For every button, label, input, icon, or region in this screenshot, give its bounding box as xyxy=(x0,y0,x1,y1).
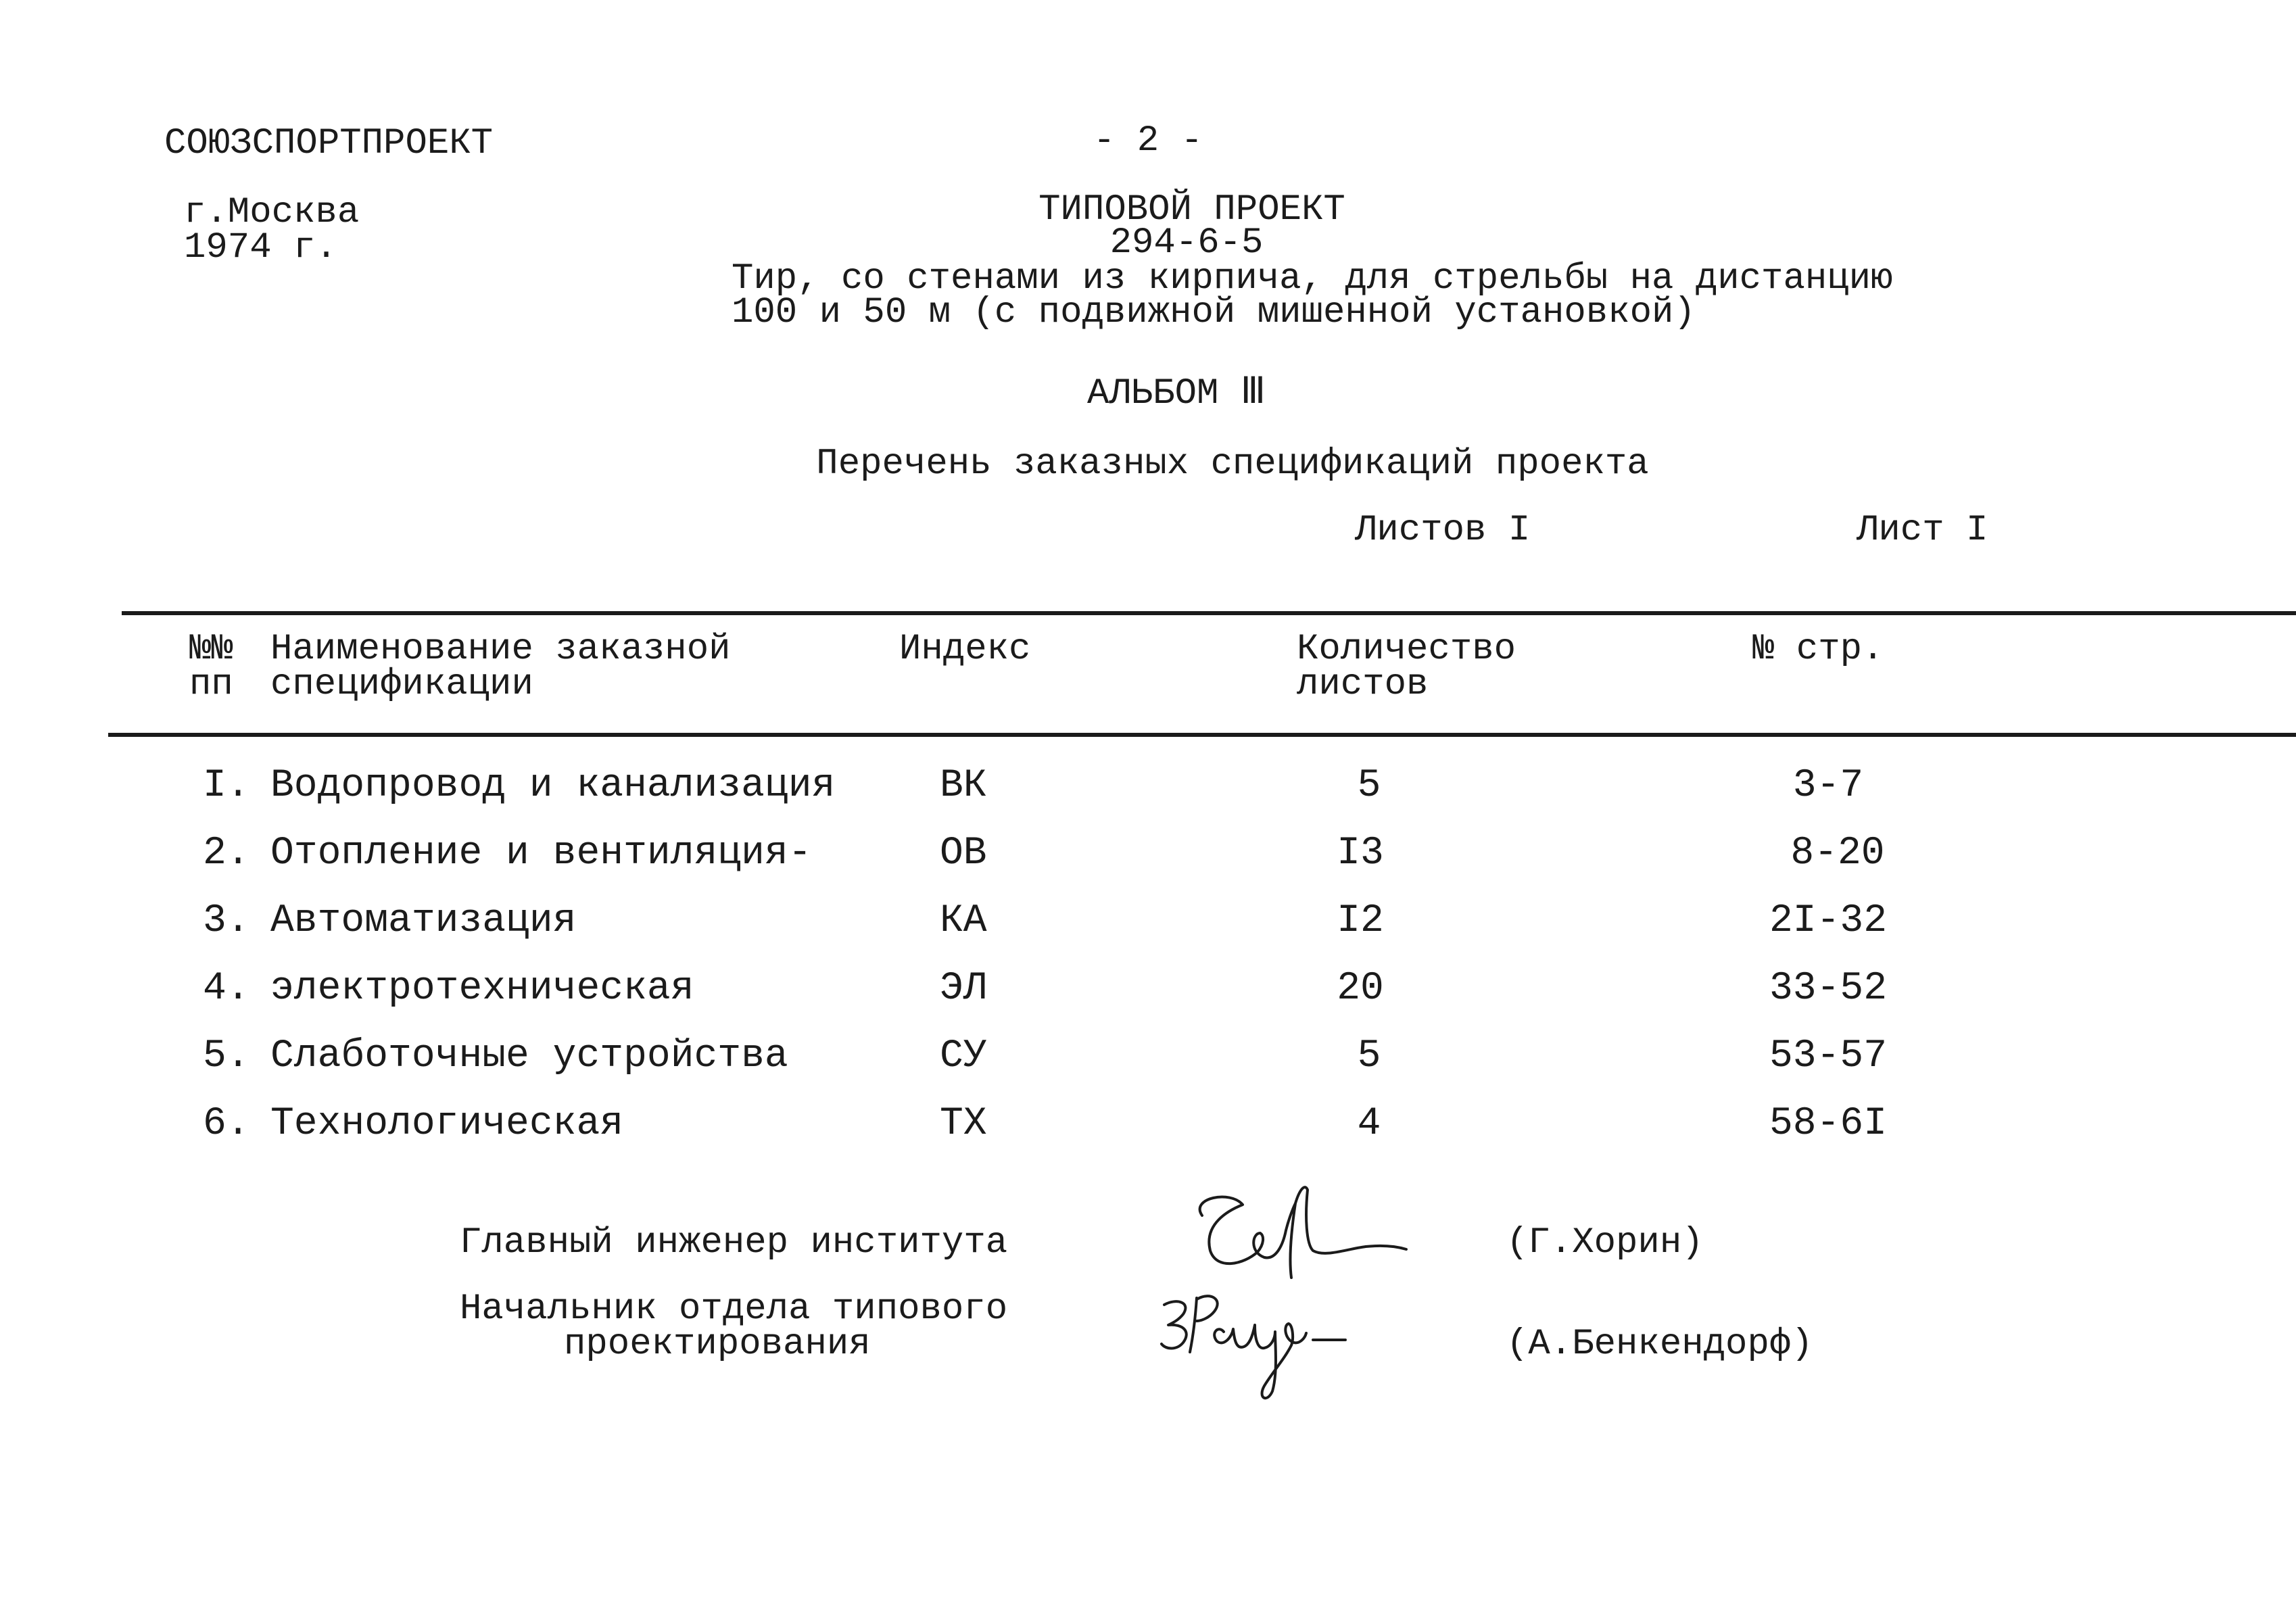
project-description-line2: 100 и 50 м (с подвижной мишенной установкой) xyxy=(732,292,1696,333)
project-number: 294-6-5 xyxy=(1109,222,1264,264)
project-type: ТИПОВОЙ ПРОЕКТ xyxy=(1038,189,1345,231)
row-num: 3. xyxy=(203,899,250,943)
header-num-line1: №№ xyxy=(189,629,233,670)
row-count: 5 xyxy=(1357,1034,1381,1078)
row-pages: 33-52 xyxy=(1769,967,1888,1011)
row-pages: 8-20 xyxy=(1790,832,1885,875)
department-head-name: (А.Бенкендорф) xyxy=(1506,1324,1813,1365)
header-num-line2: пп xyxy=(189,664,233,705)
row-index: КА xyxy=(940,899,987,943)
row-index: ВК xyxy=(940,764,987,808)
city: г.Москва xyxy=(184,192,360,233)
list-title: Перечень заказных спецификаций проекта xyxy=(816,443,1649,485)
header-page: № стр. xyxy=(1752,629,1884,670)
department-head-title-line2: проектирования xyxy=(564,1324,871,1365)
row-index: ТХ xyxy=(940,1102,987,1146)
project-description-line1: Тир, со стенами из кирпича, для стрельбы на дистанцию xyxy=(732,258,1893,299)
header-name-line1: Наименование заказной xyxy=(270,629,731,670)
row-index: ОВ xyxy=(940,832,987,875)
header-name-line2: спецификации xyxy=(270,664,533,705)
row-count: 20 xyxy=(1337,967,1384,1011)
table-header-rule xyxy=(108,733,2296,737)
row-pages: 2I-32 xyxy=(1769,899,1888,943)
chief-engineer-signature xyxy=(1163,1163,1420,1298)
row-index: ЭЛ xyxy=(940,967,987,1011)
row-name: Автоматизация xyxy=(270,899,577,943)
row-count: 4 xyxy=(1357,1102,1381,1146)
table-top-rule xyxy=(122,611,2296,615)
row-name: Водопровод и канализация xyxy=(270,764,836,808)
row-name: Слаботочные устройства xyxy=(270,1034,788,1078)
row-pages: 3-7 xyxy=(1792,764,1864,808)
row-count: I3 xyxy=(1337,832,1384,875)
page-number: - 2 - xyxy=(1093,120,1203,162)
row-pages: 53-57 xyxy=(1769,1034,1888,1078)
row-num: 2. xyxy=(203,832,250,875)
row-num: 5. xyxy=(203,1034,250,1078)
year: 1974 г. xyxy=(184,227,337,268)
sheets-total: Листов I xyxy=(1355,510,1531,551)
row-num: I. xyxy=(203,764,250,808)
row-name: электротехническая xyxy=(270,967,694,1011)
department-head-signature xyxy=(1156,1284,1372,1406)
header-count-line2: листов xyxy=(1297,664,1429,705)
row-count: I2 xyxy=(1337,899,1384,943)
row-pages: 58-6I xyxy=(1769,1102,1888,1146)
row-name: Отопление и вентиляция- xyxy=(270,832,812,875)
album-number: АЛЬБОМ Ⅲ xyxy=(1086,373,1266,414)
row-name: Технологическая xyxy=(270,1102,624,1146)
header-index: Индекс xyxy=(899,629,1031,670)
row-num: 6. xyxy=(203,1102,250,1146)
organization-name: СОЮЗСПОРТПРОЕКТ xyxy=(164,123,494,164)
chief-engineer-name: (Г.Хорин) xyxy=(1506,1222,1704,1263)
row-num: 4. xyxy=(203,967,250,1011)
row-index: СУ xyxy=(940,1034,987,1078)
chief-engineer-title: Главный инженер института xyxy=(460,1222,1008,1263)
sheet-number: Лист I xyxy=(1857,510,1988,551)
department-head-title-line1: Начальник отдела типового xyxy=(460,1289,1008,1330)
row-count: 5 xyxy=(1357,764,1381,808)
header-count-line1: Количество xyxy=(1297,629,1516,670)
